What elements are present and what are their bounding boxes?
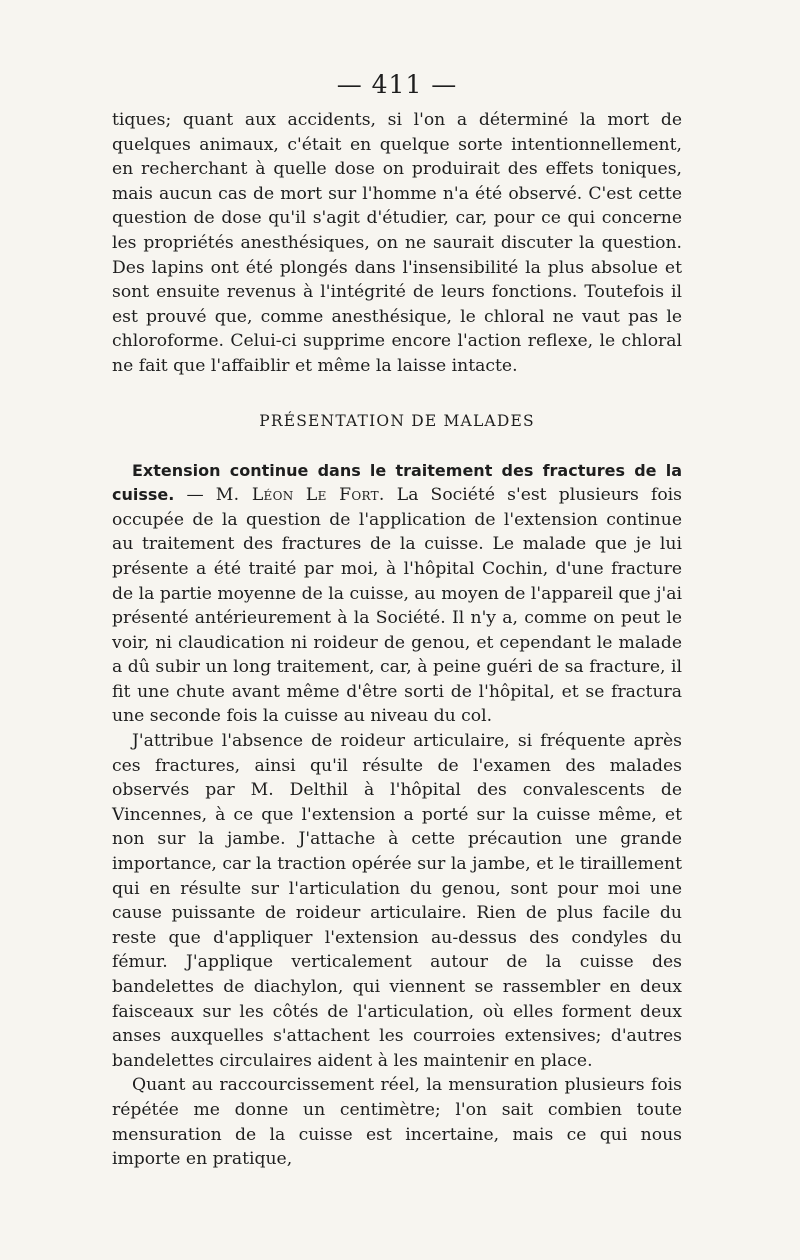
book-page [112,68,682,1172]
case-author: M. Léon Le Fort. [215,485,385,506]
case-title: Extension continue dans le traitement des fractures de la cuisse. [112,460,682,505]
title-separator: — [174,485,216,506]
case-second-paragraph: J'attribue l'absence de roideur articulaire, si fréquente après ces fractures, ainsi qu'il résulte de l'examen des malades observés par M. Delthil à l'hôpital des convalescents de Vincennes, à ce que l'extension a porté sur la cuisse même, et non sur la jambe. J'attache à cette précaution une grande importance, car la traction opérée sur la jambe, et le tiraillement qui en résulte sur l'articulation du genou, sont pour moi une cause puissante de roideur articulaire. Rien de plus facile du reste que d'appliquer l'extension au-dessus des condyles du fémur. J'applique verticalement autour de la cuisse des bandelettes de diachylon, qui viennent se rassembler en deux faisceaux sur les côtés de l'articulation, où elles forment deux anses auxquelles s'attachent les courroies extensives; d'autres bandelettes circulaires aident à les maintenir en place. [112,731,682,1071]
case-first-paragraph [112,459,682,730]
case-first-paragraph-text: La Société s'est plusieurs fois occupée de la question de l'application de l'extension continue au traitement des fractures de la cuisse. Le malade que je lui présente a été traité par moi, à l'hôpital Cochin, d'une fracture de la partie moyenne de la cuisse, au moyen de l'appareil que j'ai présenté antérieurement à la Société. Il n'y a, comme on peut le voir, ni claudication ni roideur de genou, et cependant le malade a dû subir un long traitement, car, à peine guéri de sa fracture, il fit une chute avant même d'être sorti de l'hôpital, et se fractura une seconde fois la cuisse au niveau du col. [112,485,682,727]
section-heading: PRÉSENTATION DE MALADES [259,411,535,430]
case-third-paragraph: Quant au raccourcissement réel, la mensuration plusieurs fois répétée me donne un centimètre; l'on sait combien toute mensuration de la cuisse est incertaine, mais ce qui nous importe en pratique, [112,1075,682,1170]
page-number: — 411 — [336,70,458,99]
intro-paragraph: tiques; quant aux accidents, si l'on a déterminé la mort de quelques animaux, c'était en quelque sorte intentionnellement, en recherchant à quelle dose on produirait des effets toniques, mais aucun cas de mort sur l'homme n'a été observé. C'est cette question de dose qu'il s'agit d'étudier, car, pour ce qui concerne les propriétés anesthésiques, on ne saurait discuter la question. Des lapins ont été plongés dans l'insensibilité la plus absolue et sont ensuite revenus à l'intégrité de leurs fonctions. Toutefois il est prouvé que, comme anesthésique, le chloral ne vaut pas le chloroforme. Celui-ci supprime encore l'action reflexe, le chloral ne fait que l'affaiblir et même la laisse intacte. [112,110,682,376]
